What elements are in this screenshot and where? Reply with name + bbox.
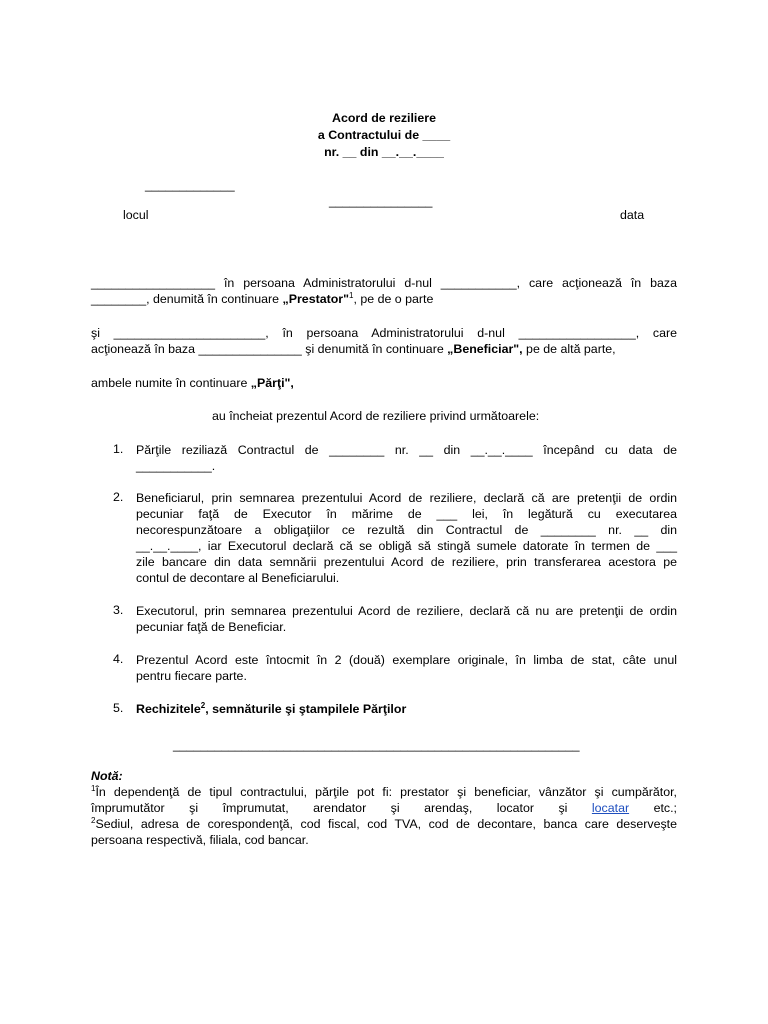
item-3-text: Executorul, prin semnarea prezentului Acord de reziliere, declară că nu are pretenţii de ordin pecuniar faţă de Beneficiar. [136,604,677,634]
party1-line-2: ________, denumită în continuare „Prestator"$^1$, pe de o parte [91,291,434,306]
title-line-3: nr. __ din __.__.____ [324,145,444,159]
parti-term: „Părţi", [250,376,294,390]
locatar-link[interactable]: locatar [591,801,630,815]
party1-line-1: __________________ în persoana Administratorului d-nul ___________, care acţionează în baza [91,276,677,290]
item-4-number: 4. [113,652,124,666]
prestator-term: „Prestator" [282,292,349,306]
party2-line-1: şi ______________________, în persoana Administratorului d-nul _________________, care [91,326,677,340]
party2-line-2: acţionează în baza _______________ şi denumită în continuare „Beneficiar", pe de altă parte, [91,342,616,356]
parties-paragraph: ambele numite în continuare „Părţi", [91,376,294,390]
item-3-number: 3. [113,603,124,617]
number-blank: _______________ [329,194,433,208]
note-2-line-2: persoana respectivă, filiala, cod bancar. [91,833,309,847]
place-blank: _____________ [145,178,235,192]
intro-paragraph: au încheiat prezentul Acord de reziliere privind următoarele: [212,409,540,423]
note-2-line-1: $^2$Sediul, adresa de corespondenţă, cod fiscal, cod TVA, cod de decontare, banca care deserveşte [91,816,677,831]
item-5-number: 5. [113,701,124,715]
party-beneficiar-paragraph [91,325,677,357]
item-2-text: Beneficiarul, prin semnarea prezentului Acord de reziliere, declară că are pretenţii de ordin pecuniar faţă de Executor în mărime de ___ lei, în legătură cu executarea necorespunzătoare a obligaţiilor ce rezultă din Contractul de ________ nr. __ din __.__.____, iar Executorul declară că se obligă să stingă sumele datorate în termen de ___ zile bancare din data semnării prezentului Acord de reziliere, prin transferarea acestora pe contul de decontare al Beneficiarului. [136,491,677,585]
item-4-text: Prezentul Acord este întocmit în 2 (două) exemplare originale, în limba de stat, câte unul pentru fiecare parte. [136,653,677,683]
item-1-number: 1. [113,442,124,456]
place-label: locul [123,208,149,222]
beneficiar-term: „Beneficiar", [447,342,523,356]
note-1-line-2: împrumutător şi împrumutat, arendator şi arendaş, locator şi locatar etc.; [91,801,677,815]
footnote-ref-2: 2 [200,701,206,710]
title-line-1: Acord de reziliere [332,111,436,125]
item-2-number: 2. [113,490,124,504]
item-5-text: Rechizitele$^2$, semnăturile şi ştampilele Părţilor [136,701,407,716]
note-heading: Notă: [91,769,123,783]
footnote-ref-1: 1 [349,291,354,300]
party-prestator-paragraph [91,275,677,307]
signature-line: ___________________________________________________________ [173,738,580,752]
document-title [0,110,768,161]
item-1-text: Părţile reziliază Contractul de ________ nr. __ din __.__.____ începând cu data de ___________. [136,443,677,473]
title-line-2: a Contractului de ____ [317,128,451,142]
note-section [91,768,677,848]
note-1-line-1: $^1$În dependenţă de tipul contractului, părţile pot fi: prestator şi beneficiar, vânzător şi cumpărător, [91,784,677,799]
date-label: data [620,208,645,222]
